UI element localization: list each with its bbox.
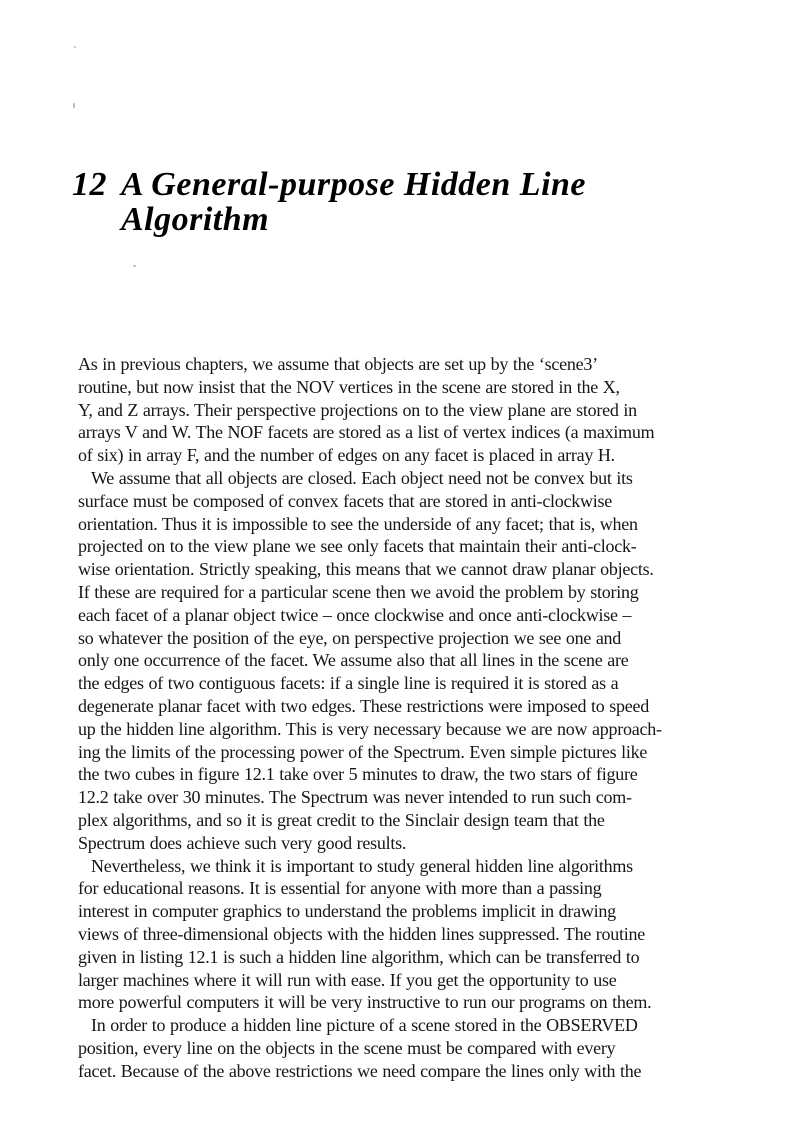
text-line: orientation. Thus it is impossible to see the underside of any facet; that is, when — [78, 513, 638, 534]
text-line: arrays V and W. The NOF facets are stored as a list of vertex indices (a maximum — [78, 422, 655, 443]
text-line: for educational reasons. It is essential for anyone with more than a passing — [78, 878, 602, 899]
text-line: so whatever the position of the eye, on perspective projection we see one and — [78, 627, 622, 648]
text-line: facet. Because of the above restrictions we need compare the lines only with the — [78, 1060, 642, 1081]
chapter-heading-line2 — [72, 202, 586, 237]
text-line: Spectrum does achieve such very good results. — [78, 832, 407, 853]
text-line: wise orientation. Strictly speaking, this means that we cannot draw planar objects. — [78, 559, 654, 580]
chapter-title-line1: A General-purpose Hidden Line — [121, 166, 587, 203]
chapter-heading-line1 — [72, 167, 586, 202]
chapter-heading — [72, 167, 586, 237]
text-line: If these are required for a particular scene then we avoid the problem by storing — [78, 581, 639, 602]
text-line: Nevertheless, we think it is important to study general hidden line algorithms — [91, 855, 633, 876]
text-line: surface must be composed of convex facets that are stored in anti-clockwise — [78, 490, 613, 511]
text-line: the two cubes in figure 12.1 take over 5 minutes to draw, the two stars of figure — [78, 764, 638, 785]
scan-speck — [133, 265, 136, 267]
text-line: of six) in array F, and the number of edges on any facet is placed in array H. — [78, 445, 615, 466]
text-line: up the hidden line algorithm. This is very necessary because we are now approach- — [78, 718, 662, 739]
text-line: ing the limits of the processing power of the Spectrum. Even simple pictures like — [78, 741, 648, 762]
chapter-number-spacer — [72, 202, 121, 237]
text-line: each facet of a planar object twice – once clockwise and once anti-clockwise – — [78, 604, 632, 625]
text-line: given in listing 12.1 is such a hidden line algorithm, which can be transferred to — [78, 946, 640, 967]
text-line: interest in computer graphics to understand the problems implicit in drawing — [78, 901, 616, 922]
body-text — [78, 353, 662, 1083]
text-line: In order to produce a hidden line picture of a scene stored in the OBSERVED — [91, 1015, 638, 1036]
text-line: plex algorithms, and so it is great credit to the Sinclair design team that the — [78, 809, 605, 830]
text-line: routine, but now insist that the NOV vertices in the scene are stored in the X, — [78, 376, 620, 397]
text-line: 12.2 take over 30 minutes. The Spectrum was never intended to run such com- — [78, 787, 632, 808]
text-line: views of three-dimensional objects with the hidden lines suppressed. The routine — [78, 923, 646, 944]
text-line: We assume that all objects are closed. Each object need not be convex but its — [91, 467, 633, 488]
text-line: larger machines where it will run with ease. If you get the opportunity to use — [78, 969, 617, 990]
text-line: position, every line on the objects in the scene must be compared with every — [78, 1037, 616, 1058]
chapter-number: 12 — [72, 166, 107, 203]
text-line: more powerful computers it will be very instructive to run our programs on them. — [78, 992, 652, 1013]
text-line: the edges of two contiguous facets: if a single line is required it is stored as a — [78, 673, 619, 694]
text-line: Y, and Z arrays. Their perspective projections on to the view plane are stored in — [78, 399, 637, 420]
text-line: only one occurrence of the facet. We assume also that all lines in the scene are — [78, 650, 629, 671]
scan-speck — [74, 46, 76, 48]
scan-speck — [73, 103, 75, 108]
text-line: As in previous chapters, we assume that objects are set up by the ‘scene3’ — [78, 354, 598, 374]
chapter-title-line2: Algorithm — [121, 201, 270, 238]
text-line: projected on to the view plane we see only facets that maintain their anti-clock- — [78, 536, 637, 557]
text-line: degenerate planar facet with two edges. These restrictions were imposed to speed — [78, 695, 649, 716]
